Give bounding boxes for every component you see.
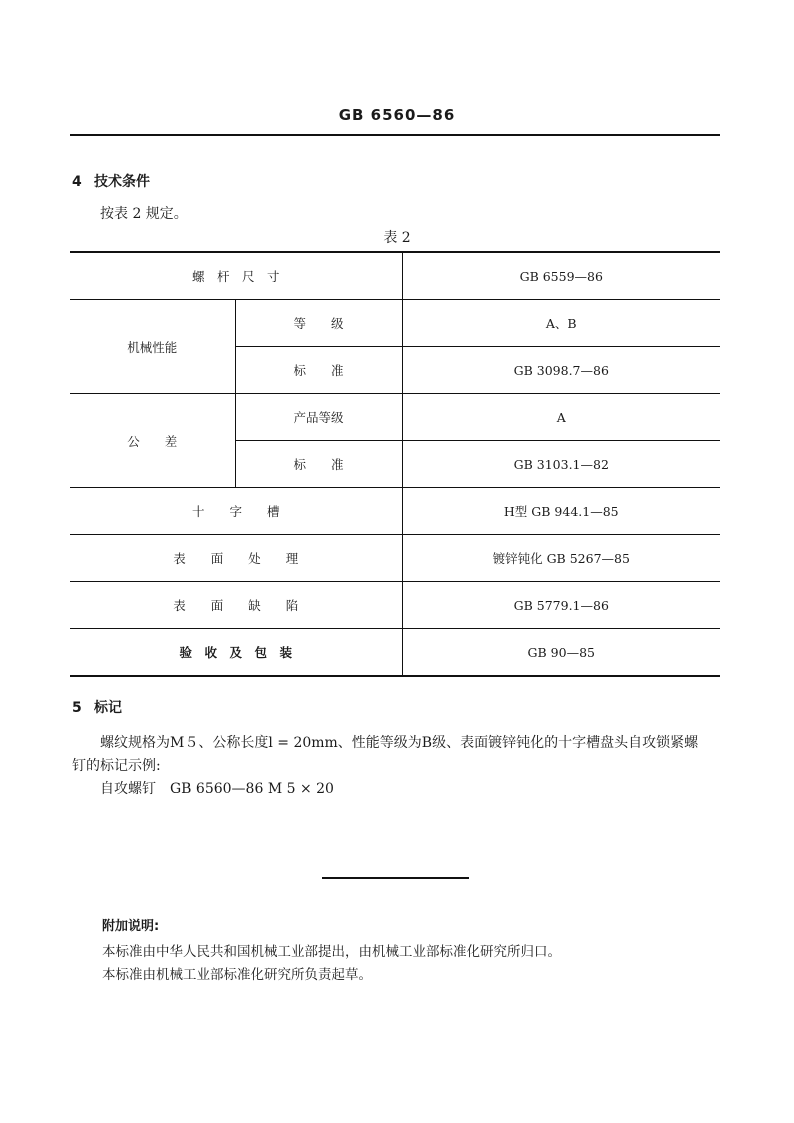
section-4-title: 技术条件 xyxy=(94,174,150,190)
row-value: GB 6559—86 xyxy=(519,268,603,284)
header-rule xyxy=(70,134,720,136)
section-4-heading xyxy=(72,171,150,191)
standard-code-header: GB 6560—86 xyxy=(338,106,456,124)
section-4-number: 4 xyxy=(72,174,82,190)
table-row xyxy=(70,629,720,677)
row-label: 等 级 xyxy=(235,300,402,347)
row-label: 验 收 及 包 装 xyxy=(70,629,402,677)
row-label: 表 面 处 理 xyxy=(70,535,402,582)
row-value: H型 GB 944.1—85 xyxy=(503,504,619,519)
notes-line-2: 本标准由机械工业部标准化研究所负责起草。 xyxy=(102,967,372,983)
section-5-number: 5 xyxy=(72,700,82,716)
end-rule xyxy=(322,877,469,879)
table-row xyxy=(70,535,720,582)
section-5-heading xyxy=(72,697,122,717)
table-row xyxy=(70,582,720,629)
row-value: 镀锌钝化 GB 5267—85 xyxy=(492,551,630,566)
table-row xyxy=(70,252,720,300)
row-label: 螺 杆 尺 寸 xyxy=(70,252,402,300)
row-value: A、B xyxy=(402,300,720,347)
row-label: 十 字 槽 xyxy=(70,488,402,535)
spec-table xyxy=(70,251,720,677)
row-value: GB 3103.1—82 xyxy=(513,456,609,472)
table-caption: 表 2 xyxy=(383,230,411,246)
row-label: 产品等级 xyxy=(235,394,402,441)
section-4-text: 按表 2 规定。 xyxy=(100,206,188,222)
row-value: GB 5779.1—86 xyxy=(513,597,609,613)
table-row xyxy=(70,300,720,347)
group-label: 公 差 xyxy=(70,394,235,488)
row-label: 表 面 缺 陷 xyxy=(70,582,402,629)
group-label: 机械性能 xyxy=(70,300,235,394)
notes-title: 附加说明: xyxy=(102,919,160,934)
row-value: GB 3098.7—86 xyxy=(513,362,609,378)
marking-text-line-1: 螺纹规格为M５、公称长度l = 20mm、性能等级为B级、表面镀锌钝化的十字槽盘头自攻锁紧螺 xyxy=(100,735,699,751)
table-row xyxy=(70,394,720,441)
section-5-title: 标记 xyxy=(94,700,122,716)
row-label: 标 准 xyxy=(235,347,402,394)
notes-line-1: 本标准由中华人民共和国机械工业部提出，由机械工业部标准化研究所归口。 xyxy=(102,944,561,960)
row-label: 标 准 xyxy=(235,441,402,488)
marking-text-line-2: 钉的标记示例: xyxy=(72,758,161,774)
row-value: GB 90—85 xyxy=(527,644,595,660)
row-value: A xyxy=(402,394,720,441)
marking-example: 自攻螺钉 GB 6560—86 M 5 × 20 xyxy=(100,781,334,797)
table-row xyxy=(70,488,720,535)
